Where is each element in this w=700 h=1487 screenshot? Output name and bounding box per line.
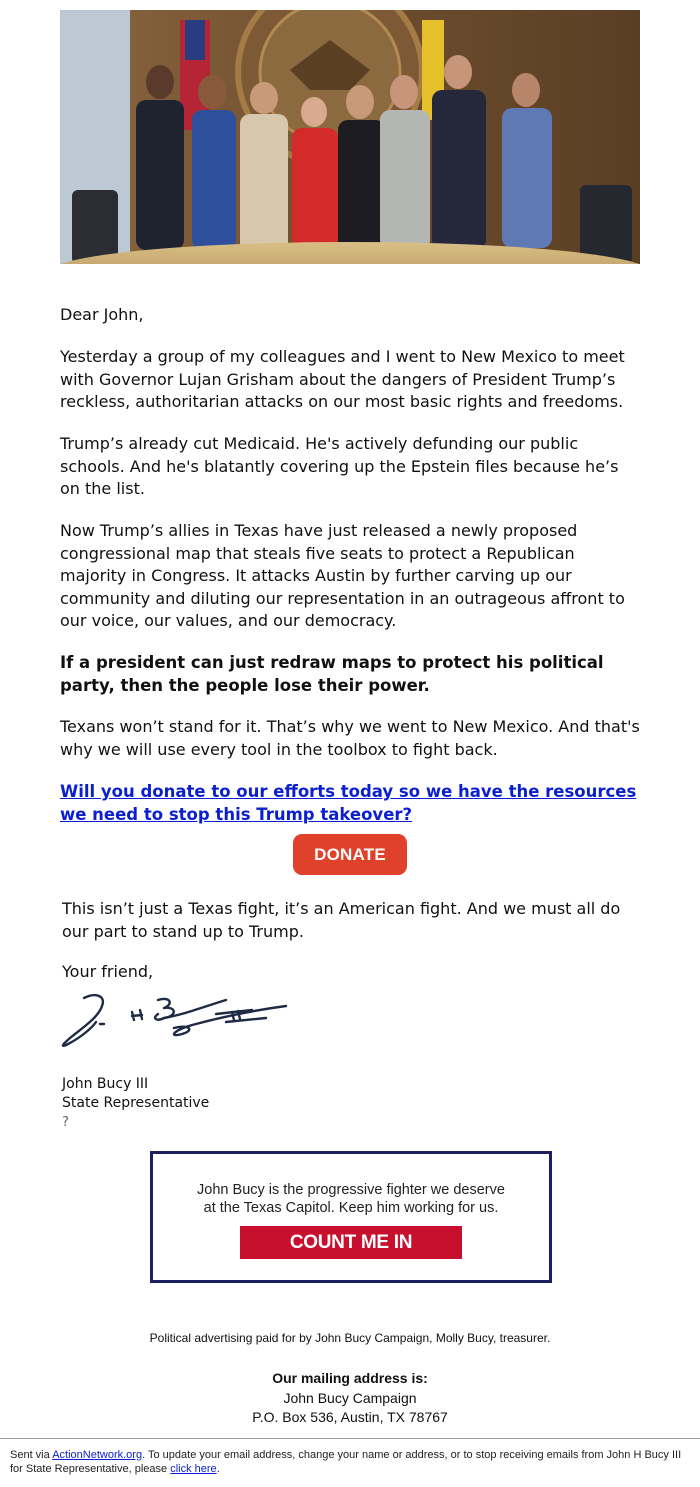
- count-me-in-banner[interactable]: [150, 1151, 552, 1283]
- donate-button[interactable]: DONATE: [293, 834, 407, 875]
- footer-sent-via: Sent via: [10, 1449, 53, 1461]
- signature-block: [62, 1075, 209, 1132]
- click-here-link[interactable]: click here: [170, 1463, 217, 1475]
- paragraph-6: This isn’t just a Texas fight, it’s an American fight. And we must all do our part to stand up to Trump.: [62, 899, 621, 941]
- sig-title: State Representative: [62, 1095, 210, 1111]
- banner-line-1: John Bucy is the progressive fighter we deserve: [197, 1182, 505, 1198]
- mailing-org: John Bucy Campaign: [283, 1389, 417, 1406]
- paragraph-3: Now Trump’s allies in Texas have just released a newly proposed congressional map that steals five seats to protect a Republican majority in Congress. It attacks Austin by further carving up our community and diluting our representation in an outrageous affront to our voice, our values, and our democracy.: [60, 521, 625, 630]
- paragraph-4-bold: If a president can just redraw maps to protect his political party, then the people lose their power.: [60, 653, 604, 695]
- sig-mark: ?: [62, 1115, 69, 1130]
- footer-middle: . To update your email address, change your name or address, or to stop receiving emails from John H Bucy III for State Representative, please: [10, 1449, 682, 1475]
- mailing-street: P.O. Box 536, Austin, TX 78767: [252, 1409, 448, 1425]
- paragraph-5: Texans won’t stand for it. That’s why we went to New Mexico. And that's why we will use every tool in the toolbox to fight back.: [60, 717, 640, 759]
- mailing-heading: Our mailing address is:: [272, 1370, 428, 1386]
- political-disclaimer: Political advertising paid for by John Bucy Campaign, Molly Bucy, treasurer.: [149, 1331, 551, 1345]
- actionnetwork-link[interactable]: ActionNetwork.org: [52, 1449, 143, 1461]
- closing: Your friend,: [62, 962, 154, 981]
- signature-image: [56, 988, 288, 1052]
- sig-name: John Bucy III: [62, 1076, 149, 1092]
- donate-cta-link[interactable]: Will you donate to our efforts today so we have the resources we need to stop this Trump takeover?: [60, 782, 637, 824]
- mailing-address: [0, 1369, 700, 1428]
- hero-photo: [60, 10, 640, 264]
- count-me-in-button[interactable]: COUNT ME IN: [240, 1226, 462, 1259]
- footer-end: .: [216, 1463, 220, 1475]
- greeting: Dear John,: [60, 305, 144, 324]
- footer: [10, 1448, 694, 1476]
- group-photo-illustration: [60, 10, 640, 264]
- paragraph-1: Yesterday a group of my colleagues and I went to New Mexico to meet with Governor Lujan Grisham about the dangers of President Trump’s reckless, authoritarian attacks on our most basic rights and freedoms.: [60, 347, 625, 411]
- banner-text: [153, 1181, 549, 1217]
- footer-divider: [0, 1438, 700, 1439]
- paragraph-2: Trump’s already cut Medicaid. He's actively defunding our public schools. And he's blatantly covering up the Epstein files because he’s on the list.: [60, 434, 619, 498]
- banner-line-2: at the Texas Capitol. Keep him working for us.: [203, 1200, 499, 1216]
